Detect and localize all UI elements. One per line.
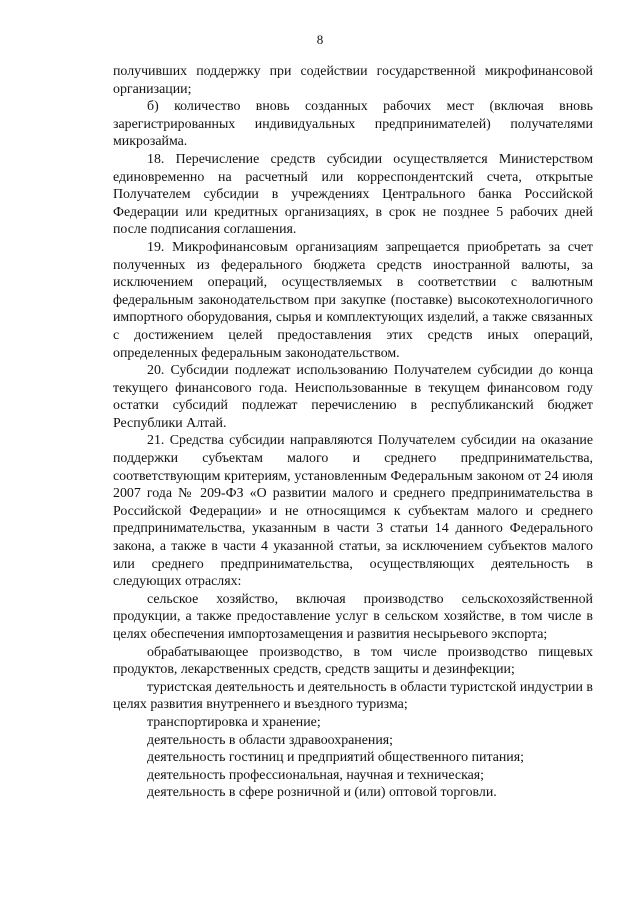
list-item: обрабатывающее производство, в том числе производство пищевых продуктов, лекарственных средств, средств защиты и дезинфекции; bbox=[113, 644, 593, 678]
paragraph: получивших поддержку при содействии государственной микрофинансовой организации; bbox=[113, 64, 593, 97]
list-item: деятельность гостиниц и предприятий общественного питания; bbox=[147, 750, 524, 766]
paragraph: 21. Средства субсидии направляются Получателем субсидии на оказание поддержки субъектам малого и среднего предпринимательства, соответствующим критериям, установленным Федеральным законом от 24 июля 2007 года № 209-ФЗ «О развитии малого и среднего предпринимательства в Российской Федерации» и не относящимся к субъектам малого и среднего предпринимательства, указанным в части 3 статьи 14 данного Федерального закона, а также в части 4 указанной статьи, за исключением субъектов малого или среднего предпринимательства, осуществляющих деятельность в следующих отраслях: bbox=[113, 433, 593, 590]
list-item: сельское хозяйство, включая производство сельскохозяйственной продукции, а также предоставление услуг в сельском хозяйстве, в том числе в целях обеспечения импортозамещения и развития несырьевого экспорта; bbox=[113, 591, 593, 642]
list-item: деятельность профессиональная, научная и техническая; bbox=[147, 767, 485, 783]
paragraph: 19. Микрофинансовым организациям запрещается приобретать за счет полученных из федерального бюджета средств иностранной валюты, за исключением операций, осуществляемых в соответствии с валютным федеральным законодательством при закупке (поставке) высокотехнологичного импортного оборудования, сырья и комплектующих изделий, а также связанных с достижением целей предоставления этих средств иных операций, определенных федеральным законодательством. bbox=[113, 239, 593, 361]
list-item: деятельность в области здравоохранения; bbox=[147, 732, 394, 748]
list-item: туристская деятельность и деятельность в области туристской индустрии в целях развития внутреннего и въездного туризма; bbox=[113, 679, 593, 713]
paragraph: б) количество вновь созданных рабочих мест (включая вновь зарегистрированных индивидуальных предпринимателей) получателями микрозайма. bbox=[113, 99, 593, 150]
paragraph: 20. Субсидии подлежат использованию Получателем субсидии до конца текущего финансового года. Неиспользованные в текущем финансовом году остатки субсидий подлежат перечислению в республиканский бюджет Республики Алтай. bbox=[113, 363, 593, 431]
document-body bbox=[113, 63, 593, 802]
paragraph: 18. Перечисление средств субсидии осуществляется Министерством единовременно на расчетный или корреспондентский счета, открытые Получателем субсидии в учреждениях Центрального банка Российской Федерации или кредитных организациях, в срок не позднее 5 рабочих дней после подписания соглашения. bbox=[113, 151, 593, 238]
page-number: 8 bbox=[316, 32, 324, 47]
list-item: деятельность в сфере розничной и (или) оптовой торговли. bbox=[147, 785, 497, 801]
list-item: транспортировка и хранение; bbox=[147, 714, 321, 730]
